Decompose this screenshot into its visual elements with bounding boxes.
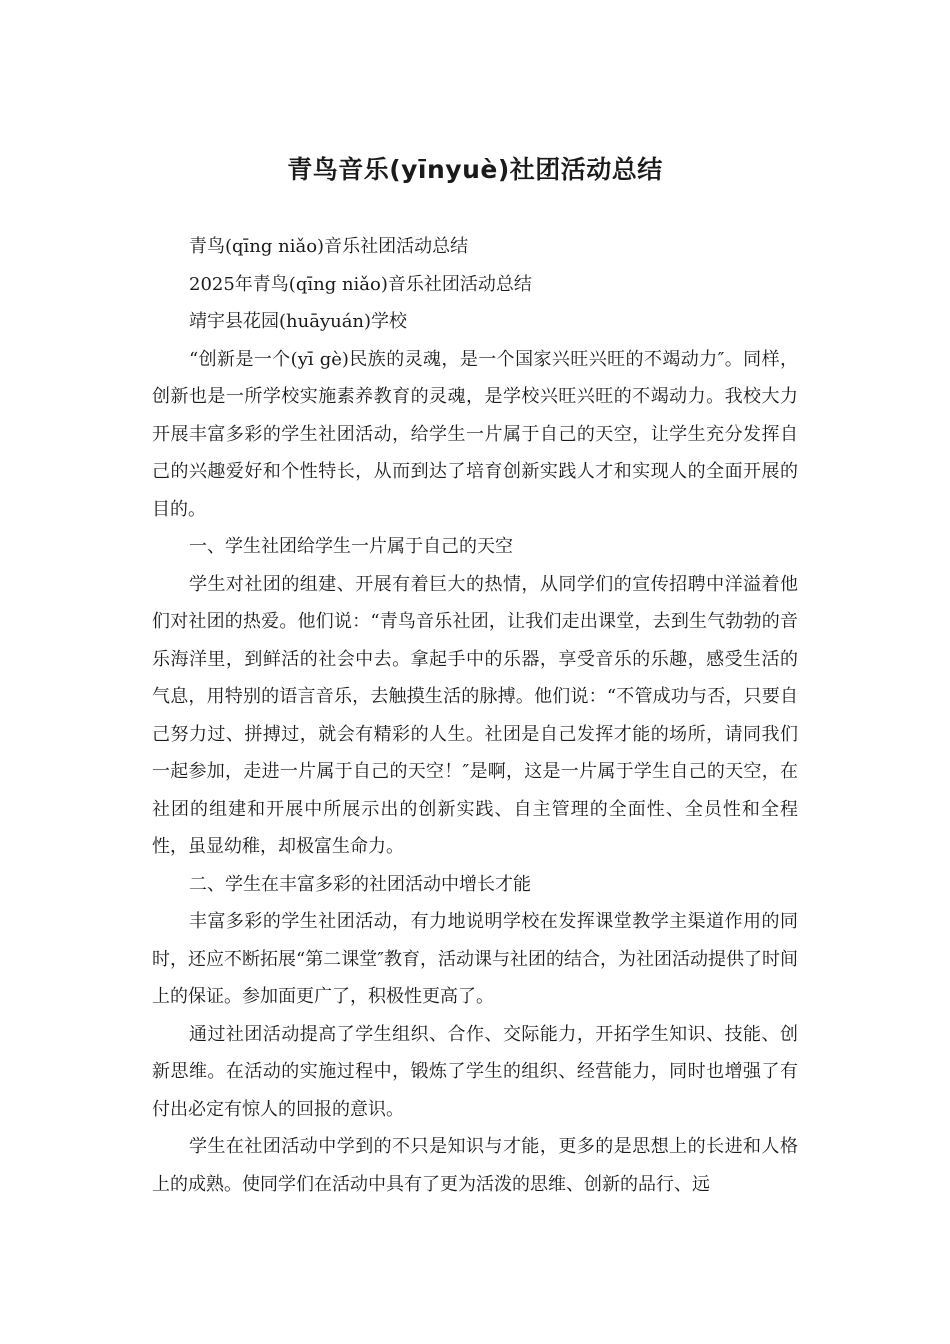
document-title: 青鸟音乐(yīnyuè)社团活动总结 — [287, 155, 663, 184]
section-2-paragraph-1: 丰富多彩的学生社团活动，有力地说明学校在发挥课堂教学主渠道作用的同时，还应不断拓展“第二课堂″教育，活动课与社团的结合，为社团活动提供了时间上的保证。参加面更广了，积极性更高了。 — [152, 911, 798, 1007]
year-subtitle-line: 2025年青鸟(qīng niǎo)音乐社团活动总结 — [189, 273, 532, 295]
section-2-paragraph-3: 学生在社团活动中学到的不只是知识与才能，更多的是思想上的长进和人格上的成熟。使同学们在活动中具有了更为活泼的思维、创新的品行、远 — [152, 1136, 798, 1195]
intro-paragraph: “创新是一个(yī gè)民族的灵魂，是一个国家兴旺兴旺的不竭动力″。同样，创新也是一所学校实施素养教育的灵魂，是学校兴旺兴旺的不竭动力。我校大力开展丰富多彩的学生社团活动，给学生一片属于自己的天空，让学生充分发挥自己的兴趣爱好和个性特长，从而到达了培育创新实践人才和实现人的全面开展的目的。 — [152, 348, 798, 520]
subtitle-line: 青鸟(qīng niǎo)音乐社团活动总结 — [189, 236, 469, 257]
section-1-paragraph: 学生对社团的组建、开展有着巨大的热情，从同学们的宣传招聘中洋溢着他们对社团的热爱。他们说：“青鸟音乐社团，让我们走出课堂，去到生气勃勃的音乐海洋里，到鲜活的社会中去。拿起手中的乐器，享受音乐的乐趣，感受生活的气息，用特别的语言音乐，去触摸生活的脉搏。他们说：“不管成功与否，只要自己努力过、拼搏过，就会有精彩的人生。社团是自己发挥才能的场所，请同我们一起参加，走进一片属于自己的天空！″是啊，这是一片属于学生自己的天空，在社团的组建和开展中所展示出的创新实践、自主管理的全面性、全员性和全程性，虽显幼稚，却极富生命力。 — [152, 573, 798, 857]
section-heading-1: 一、学生社团给学生一片属于自己的天空 — [189, 536, 513, 557]
section-2-paragraph-2: 通过社团活动提高了学生组织、合作、交际能力，开拓学生知识、技能、创新思维。在活动的实施过程中，锻炼了学生的组织、经营能力，同时也增强了有付出必定有惊人的回报的意识。 — [152, 1023, 798, 1120]
school-name-line: 靖宇县花园(huāyuán)学校 — [189, 311, 408, 332]
section-heading-2: 二、学生在丰富多彩的社团活动中增长才能 — [189, 873, 531, 895]
document-body — [152, 228, 798, 1203]
